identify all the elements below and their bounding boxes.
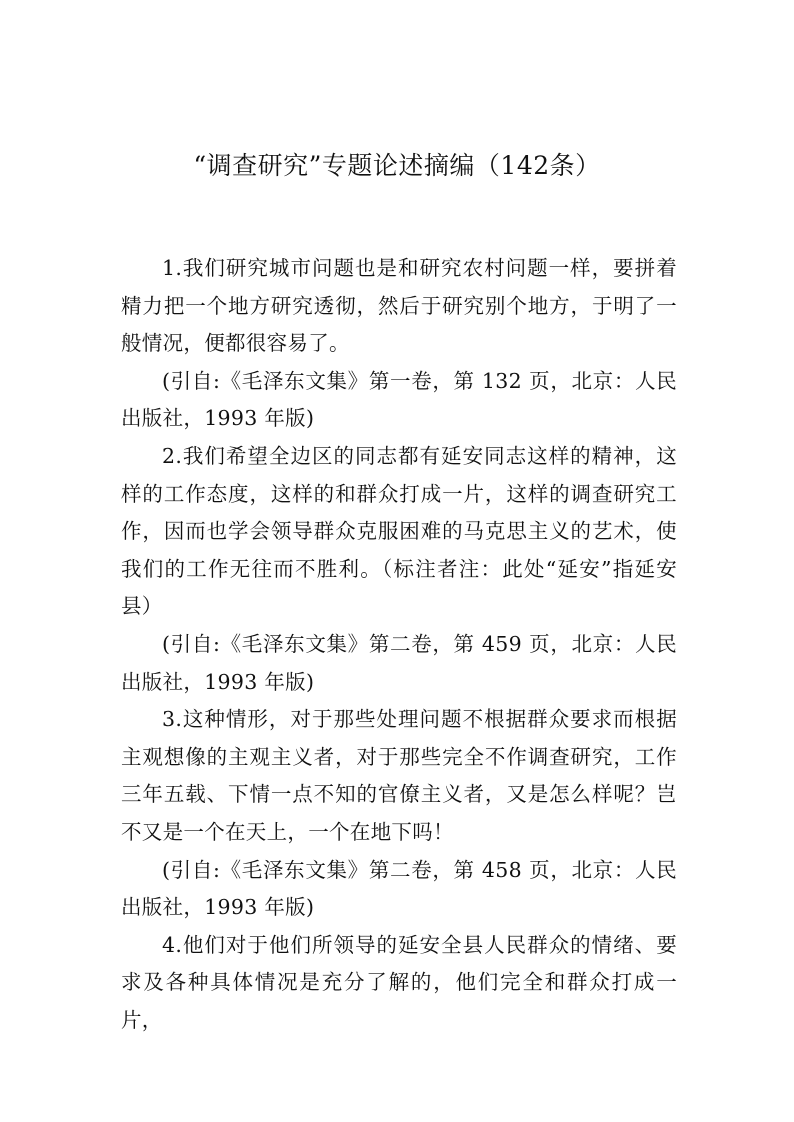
document-title: “调查研究”专题论述摘编（142条） — [193, 151, 601, 180]
item-1-text: 1.我们研究城市问题也是和研究农村问题一样，要拼着精力把一个地方研究透彻，然后于研究别个地方，于明了一般情况，便都很容易了。 — [121, 256, 677, 356]
document-body — [121, 250, 677, 1039]
item-3-text: 3.这种情形，对于那些处理问题不根据群众要求而根据主观想像的主观主义者，对于那些完全不作调查研究，工作三年五载、下情一点不知的官僚主义者，又是怎么样呢？岂不又是一个在天上，一个在地下吗！ — [121, 707, 677, 844]
item-4-text: 4.他们对于他们所领导的延安全县人民群众的情绪、要求及各种具体情况是充分了解的，他们完全和群众打成一片， — [121, 932, 677, 1032]
item-2-citation: (引自:《毛泽东文集》第二卷，第 459 页，北京：人民出版社，1993 年版) — [121, 631, 677, 694]
item-3-citation: (引自:《毛泽东文集》第二卷，第 458 页，北京：人民出版社，1993 年版) — [121, 857, 677, 920]
item-2-text: 2.我们希望全边区的同志都有延安同志这样的精神，这样的工作态度，这样的和群众打成一片，这样的调查研究工作，因而也学会领导群众克服困难的马克思主义的艺术，使我们的工作无往而不胜利。（标注者注：此处“延安”指延安县） — [121, 443, 677, 619]
item-1-citation: (引自:《毛泽东文集》第一卷，第 132 页，北京：人民出版社，1993 年版) — [121, 368, 677, 431]
